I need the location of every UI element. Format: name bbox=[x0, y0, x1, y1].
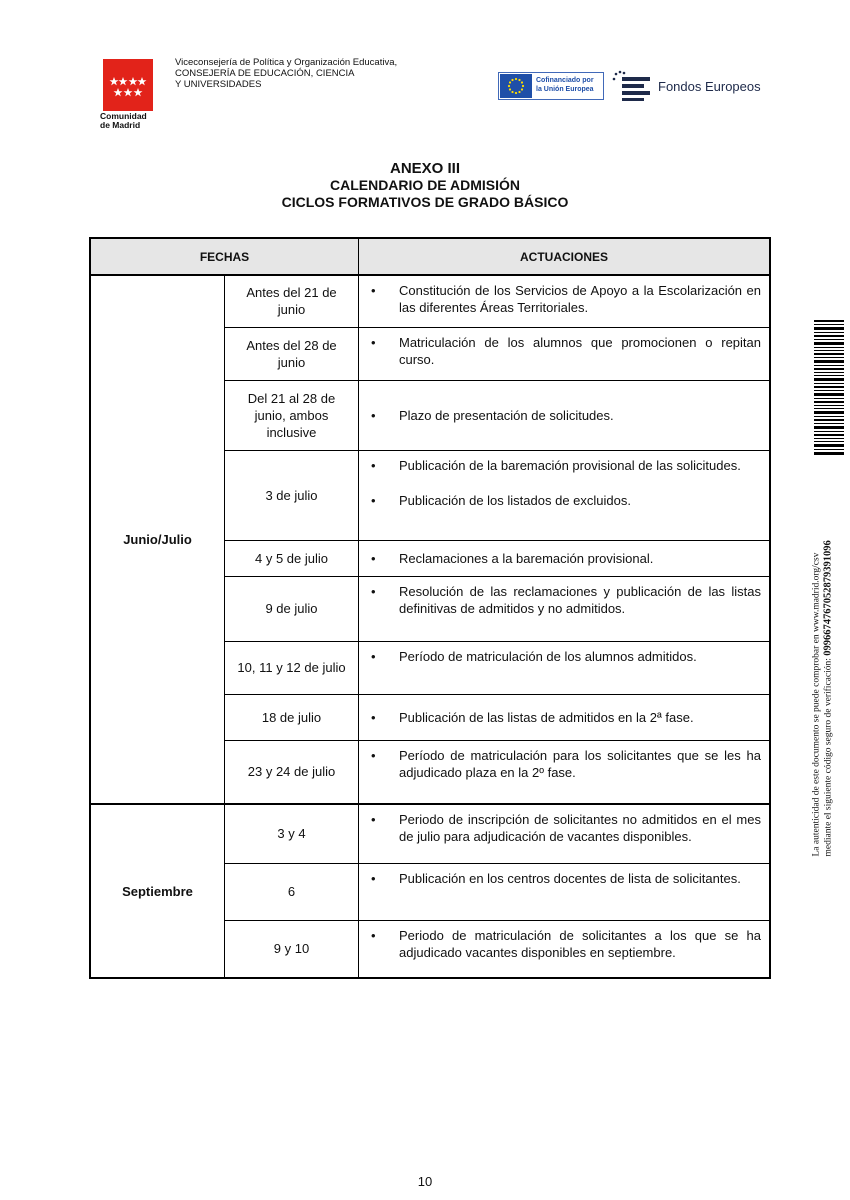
action-cell bbox=[359, 540, 771, 576]
document-titles bbox=[0, 160, 850, 211]
action-item: • Resolución de las reclamaciones y publicación de las listas definitivas de admitidos y no admitidos. bbox=[359, 583, 761, 617]
date-cell: 3 de julio bbox=[225, 450, 359, 540]
action-item: • Plazo de presentación de solicitudes. bbox=[359, 407, 761, 424]
fondos-europeos-logo bbox=[612, 70, 772, 102]
org-line1: Viceconsejería de Política y Organización Educativa, bbox=[175, 57, 398, 68]
action-cell bbox=[359, 275, 771, 327]
action-cell bbox=[359, 641, 771, 694]
action-cell bbox=[359, 327, 771, 380]
org-line3: Y UNIVERSIDADES bbox=[175, 79, 262, 90]
action-item: • Publicación de los listados de excluidos. bbox=[359, 492, 761, 509]
cycle-title: CICLOS FORMATIVOS DE GRADO BÁSICO bbox=[281, 194, 569, 210]
action-cell bbox=[359, 804, 771, 863]
action-item: • Periodo de inscripción de solicitantes no admitidos en el mes de julio para adjudicación de vacantes disponibles. bbox=[359, 811, 761, 845]
verification-prefix: mediante el siguiente código seguro de verificación: bbox=[823, 658, 834, 857]
date-cell: 18 de julio bbox=[225, 694, 359, 740]
region-name-line1: Comunidad bbox=[100, 111, 147, 121]
table-row bbox=[90, 804, 770, 863]
date-cell: 3 y 4 bbox=[225, 804, 359, 863]
stars-icon bbox=[103, 59, 153, 111]
fechas-header: FECHAS bbox=[90, 238, 359, 275]
action-item: • Período de matriculación para los solicitantes que se les ha adjudicado plaza en la 2º fase. bbox=[359, 747, 761, 781]
verification-line1: La autenticidad de este documento se puede comprobar en www.madrid.org/csv bbox=[811, 552, 822, 857]
action-cell bbox=[359, 863, 771, 920]
action-item: • Publicación de la baremación provisional de las solicitudes. bbox=[359, 457, 761, 474]
action-item: • Matriculación de los alumnos que promocionen o repitan curso. bbox=[359, 334, 761, 368]
date-cell: 9 y 10 bbox=[225, 920, 359, 978]
admission-calendar-table bbox=[89, 237, 771, 979]
table-header-row bbox=[90, 238, 770, 275]
action-item: • Publicación de las listas de admitidos en la 2ª fase. bbox=[359, 709, 761, 726]
organization-block bbox=[175, 57, 397, 90]
action-cell bbox=[359, 380, 771, 450]
comunidad-de-madrid-logo bbox=[103, 59, 153, 111]
annex-title: ANEXO III bbox=[389, 160, 460, 177]
date-cell: Antes del 28 de junio bbox=[225, 327, 359, 380]
action-cell bbox=[359, 576, 771, 641]
period-cell-septiembre: Septiembre bbox=[90, 804, 225, 978]
date-cell: 10, 11 y 12 de julio bbox=[225, 641, 359, 694]
fondos-europeos-text: Fondos Europeos bbox=[658, 79, 761, 94]
region-name bbox=[100, 112, 147, 130]
action-cell bbox=[359, 920, 771, 978]
action-item: • Reclamaciones a la baremación provisional. bbox=[359, 550, 761, 567]
verification-sidebar bbox=[808, 320, 848, 857]
verification-code: 0996674767052879391096 bbox=[822, 540, 834, 656]
eu-text-line2: la Unión Europea bbox=[536, 86, 594, 93]
date-cell: 4 y 5 de julio bbox=[225, 540, 359, 576]
date-cell: Antes del 21 de junio bbox=[225, 275, 359, 327]
date-cell: 23 y 24 de julio bbox=[225, 740, 359, 804]
period-cell-junio-julio: Junio/Julio bbox=[90, 275, 225, 804]
actuaciones-header: ACTUACIONES bbox=[359, 238, 771, 275]
eu-text bbox=[536, 76, 594, 94]
region-name-line2: de Madrid bbox=[100, 120, 141, 130]
page-header bbox=[0, 0, 850, 140]
action-item: • Periodo de matriculación de solicitantes a los que se ha adjudicado vacantes disponibles en septiembre. bbox=[359, 927, 761, 961]
action-cell bbox=[359, 694, 771, 740]
date-cell: 6 bbox=[225, 863, 359, 920]
eu-flag-icon bbox=[500, 74, 532, 98]
date-cell: 9 de julio bbox=[225, 576, 359, 641]
calendar-title: CALENDARIO DE ADMISIÓN bbox=[329, 177, 521, 193]
action-item: • Constitución de los Servicios de Apoyo a la Escolarización en las diferentes Áreas Territoriales. bbox=[359, 282, 761, 316]
table-row bbox=[90, 275, 770, 327]
eu-text-line1: Cofinanciado por bbox=[536, 77, 594, 84]
fondos-europeos-icon bbox=[612, 70, 652, 102]
page-number: 10 bbox=[417, 1174, 433, 1189]
action-item: • Publicación en los centros docentes de lista de solicitantes. bbox=[359, 870, 761, 887]
action-cell bbox=[359, 740, 771, 804]
eu-cofinanced-logo bbox=[498, 72, 604, 100]
date-cell: Del 21 al 28 de junio, ambos inclusive bbox=[225, 380, 359, 450]
action-item: • Período de matriculación de los alumnos admitidos. bbox=[359, 648, 761, 665]
action-cell bbox=[359, 450, 771, 540]
org-line2: CONSEJERÍA DE EDUCACIÓN, CIENCIA bbox=[175, 68, 355, 79]
verification-text bbox=[812, 427, 835, 857]
verification-line2 bbox=[823, 427, 835, 857]
